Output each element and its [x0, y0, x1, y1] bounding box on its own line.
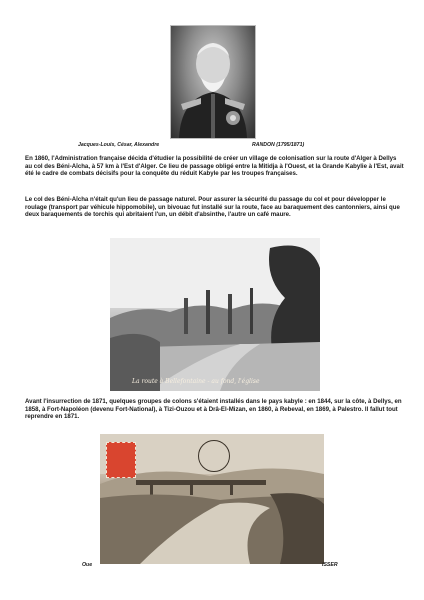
- postcard-caption-right: ISSER: [322, 562, 338, 568]
- portrait-photo: [170, 25, 256, 139]
- road-landscape: [110, 238, 320, 391]
- postmark-icon: [198, 440, 230, 472]
- portrait-figure: [171, 26, 255, 138]
- portrait-caption: [0, 140, 424, 150]
- postcard-caption: [0, 560, 424, 570]
- paragraph-2: Le col des Béni-Aïcha n'était qu'un lieu de passage naturel. Pour assurer la sécurité du passage du col et pour développer le roulage (transport par véhicule hippomobile), un bivouac fut installé sur la route, face au baraquement des cantonniers, ainsi que deux baraquements de torchis qui abritaient l'un, un débit d'absinthe, l'autre un café maure.: [25, 196, 400, 219]
- photo1-caption: La route à Bellefontaine - au fond, l'église: [132, 378, 260, 385]
- paragraph-3: Avant l'insurrection de 1871, quelques groupes de colons s'étaient installés dans le pays kabyle : en 1844, sur la côte, à Dellys, en 1858, à Fort-Napoléon (devenu Fort-National), à Tizi-Ouzou et à Drâ-El-Mizan, en 1860, à Rebeval, en 1869, à Palestro. Il fallut tout reprendre en 1871.: [25, 398, 402, 421]
- portrait-caption-surname: RANDON (1795/1871): [252, 142, 305, 148]
- postage-stamp: [106, 442, 136, 478]
- paragraph-1: En 1860, l'Administration française décida d'étudier la possibilité de créer un village de colonisation sur la route d'Alger à Dellys au col des Béni-Aïcha, à 57 km à l'Est d'Alger. Ce lieu de passage obligé entre la Mitidja à l'Ouest, et la Grande Kabylie à l'Est, avait été le cadre de combats décisifs pour la conquête du réduit Kabyle par les troupes françaises.: [25, 155, 404, 178]
- photo-bellefontaine-road: [110, 238, 320, 391]
- postcard-caption-left: Oue: [82, 562, 93, 568]
- portrait-caption-name: Jacques-Louis, César, Alexandre: [78, 142, 160, 148]
- postcard-isser: [100, 434, 324, 564]
